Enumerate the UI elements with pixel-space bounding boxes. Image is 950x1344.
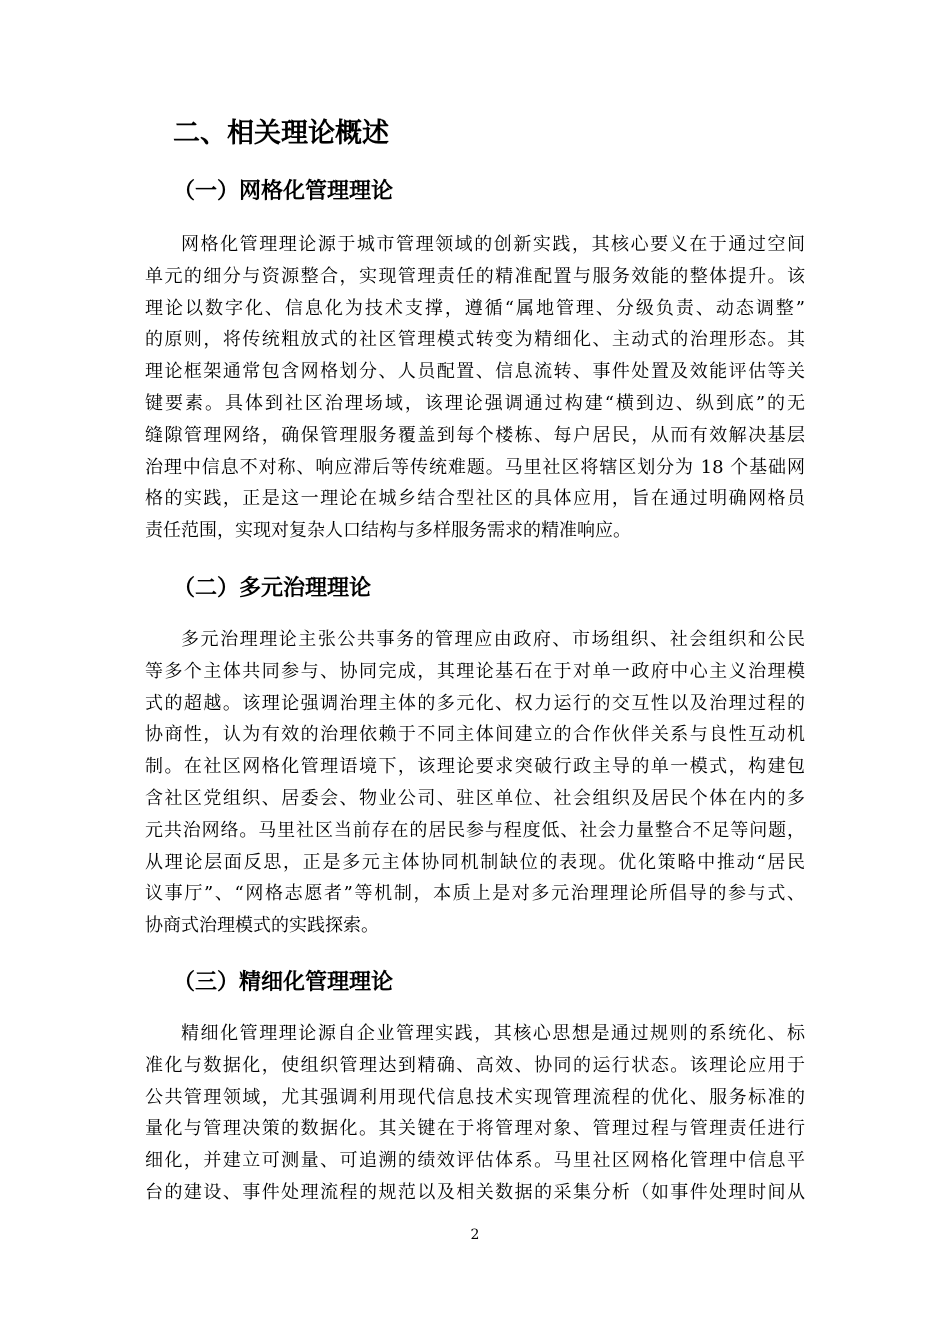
paragraph-line: 制。在社区网格化管理语境下，该理论要求突破行政主导的单一模式，构建包	[145, 756, 805, 778]
section-2-title: （二）多元治理理论	[173, 576, 372, 601]
paragraph-line: 议事厅”、“网格志愿者”等机制，本质上是对多元治理理论所倡导的参与式、	[145, 883, 805, 905]
paragraph-line: 协商式治理模式的实践探索。	[145, 915, 379, 937]
paragraph-line: 协商性，认为有效的治理依赖于不同主体间建立的合作伙伴关系与良性互动机	[145, 724, 805, 746]
paragraph-line: 单元的细分与资源整合，实现管理责任的精准配置与服务效能的整体提升。该	[145, 265, 805, 287]
paragraph-line: 含社区党组织、居委会、物业公司、驻区单位、社会组织及居民个体在内的多	[145, 787, 805, 809]
page-number: 2	[470, 1227, 480, 1243]
paragraph-line: 的原则，将传统粗放式的社区管理模式转变为精细化、主动式的治理形态。其	[145, 329, 805, 351]
paragraph-line: 理论框架通常包含网格划分、人员配置、信息流转、事件处置及效能评估等关	[145, 361, 805, 383]
paragraph-line: 理论以数字化、信息化为技术支撑，遵循“属地管理、分级负责、动态调整”	[145, 297, 805, 319]
chapter-heading: 二、相关理论概述	[173, 118, 389, 149]
paragraph-line: 格的实践，正是这一理论在城乡结合型社区的具体应用，旨在通过明确网格员	[145, 488, 805, 510]
paragraph-line: 键要素。具体到社区治理场域，该理论强调通过构建“横到边、纵到底”的无	[145, 392, 805, 414]
paragraph-line: 量化与管理决策的数据化。其关键在于将管理对象、管理过程与管理责任进行	[145, 1118, 805, 1140]
section-3-paragraph	[145, 1018, 805, 1209]
section-1-title: （一）网格化管理理论	[173, 179, 394, 204]
paragraph-line: 精细化管理理论源自企业管理实践，其核心思想是通过规则的系统化、标	[181, 1023, 805, 1044]
section-3-title: （三）精细化管理理论	[173, 970, 394, 995]
paragraph-line: 责任范围，实现对复杂人口结构与多样服务需求的精准响应。	[145, 520, 631, 542]
paragraph-line: 细化，并建立可测量、可追溯的绩效评估体系。马里社区网格化管理中信息平	[145, 1150, 805, 1172]
paragraph-line: 等多个主体共同参与、协同完成，其理论基石在于对单一政府中心主义治理模	[145, 660, 805, 682]
paragraph-line: 准化与数据化，使组织管理达到精确、高效、协同的运行状态。该理论应用于	[145, 1054, 805, 1076]
paragraph-line: 多元治理理论主张公共事务的管理应由政府、市场组织、社会组织和公民	[181, 629, 805, 650]
paragraph-line: 台的建设、事件处理流程的规范以及相关数据的采集分析（如事件处理时间从	[145, 1181, 805, 1203]
section-2-paragraph	[145, 624, 805, 942]
paragraph-line: 网格化管理理论源于城市管理领域的创新实践，其核心要义在于通过空间	[181, 234, 805, 255]
paragraph-line: 元共治网络。马里社区当前存在的居民参与程度低、社会力量整合不足等问题，	[145, 819, 805, 841]
paragraph-line: 公共管理领域，尤其强调利用现代信息技术实现管理流程的优化、服务标准的	[145, 1086, 805, 1108]
paragraph-line: 从理论层面反思，正是多元主体协同机制缺位的表现。优化策略中推动“居民	[145, 851, 805, 873]
section-1-paragraph	[145, 229, 805, 547]
paragraph-line: 式的超越。该理论强调治理主体的多元化、权力运行的交互性以及治理过程的	[145, 692, 805, 714]
paragraph-line: 治理中信息不对称、响应滞后等传统难题。马里社区将辖区划分为 18 个基础网	[145, 456, 805, 478]
paragraph-line: 缝隙管理网络，确保管理服务覆盖到每个楼栋、每户居民，从而有效解决基层	[145, 424, 805, 446]
